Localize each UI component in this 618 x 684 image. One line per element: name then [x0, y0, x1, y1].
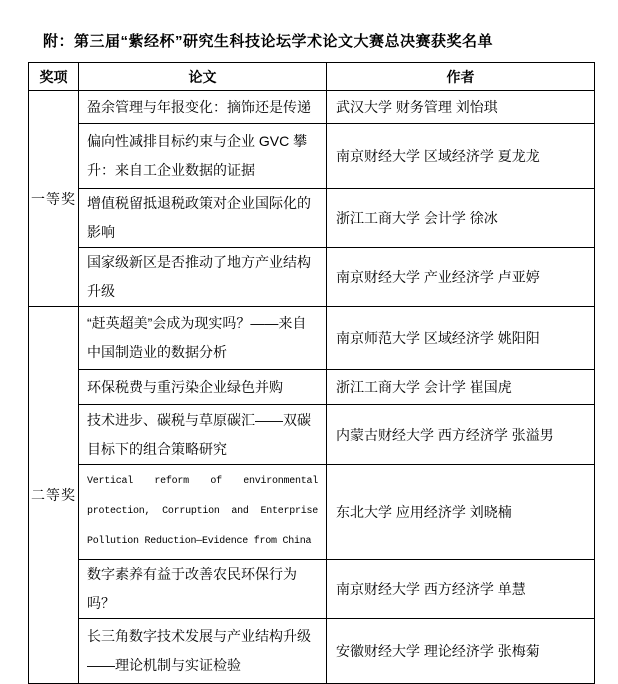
paper-cell: 长三角数字技术发展与产业结构升级——理论机制与实证检验 — [79, 619, 327, 684]
award-cell-second-prize: 二等奖 — [29, 307, 79, 684]
author-cell: 南京财经大学 西方经济学 单慧 — [327, 560, 595, 619]
author-cell: 安徽财经大学 理论经济学 张梅菊 — [327, 619, 595, 684]
table-row — [29, 370, 595, 405]
author-cell: 南京师范大学 区域经济学 姚阳阳 — [327, 307, 595, 370]
table-row — [29, 307, 595, 370]
paper-cell: 环保税费与重污染企业绿色并购 — [79, 370, 327, 405]
author-cell: 内蒙古财经大学 西方经济学 张溢男 — [327, 405, 595, 465]
paper-cell: 数字素养有益于改善农民环保行为吗？ — [79, 560, 327, 619]
paper-cell: 增值税留抵退税政策对企业国际化的影响 — [79, 189, 327, 248]
table-row — [29, 619, 595, 684]
author-cell: 南京财经大学 区域经济学 夏龙龙 — [327, 124, 595, 189]
table-row — [29, 189, 595, 248]
paper-cell-english: Vertical reform of environmental protection, Corruption and Enterprise Pollution Reduction—Evidence from China — [79, 465, 327, 560]
paper-cell: 偏向性减排目标约束与企业 GVC 攀升：来自工企业数据的证据 — [79, 124, 327, 189]
table-row — [29, 465, 595, 560]
paper-cell: 国家级新区是否推动了地方产业结构升级 — [79, 248, 327, 307]
table-row — [29, 248, 595, 307]
author-cell: 东北大学 应用经济学 刘晓楠 — [327, 465, 595, 560]
header-row — [29, 63, 595, 91]
paper-cell: 盈余管理与年报变化：摘饰还是传递 — [79, 91, 327, 124]
author-cell: 浙江工商大学 会计学 崔国虎 — [327, 370, 595, 405]
header-author: 作者 — [327, 63, 595, 91]
header-paper: 论文 — [79, 63, 327, 91]
award-cell-first-prize: 一等奖 — [29, 91, 79, 307]
author-cell: 武汉大学 财务管理 刘怡琪 — [327, 91, 595, 124]
paper-cell: 技术进步、碳税与草原碳汇——双碳目标下的组合策略研究 — [79, 405, 327, 465]
table-row — [29, 91, 595, 124]
author-cell: 南京财经大学 产业经济学 卢亚婷 — [327, 248, 595, 307]
doc-title: 附：第三届“紫经杯”研究生科技论坛学术论文大赛总决赛获奖名单 — [43, 33, 494, 50]
table-row — [29, 124, 595, 189]
header-award: 奖项 — [29, 63, 79, 91]
table-row — [29, 560, 595, 619]
paper-cell: “赶英超美”会成为现实吗？——来自中国制造业的数据分析 — [79, 307, 327, 370]
awards-table — [28, 62, 595, 684]
author-cell: 浙江工商大学 会计学 徐冰 — [327, 189, 595, 248]
table-row — [29, 405, 595, 465]
